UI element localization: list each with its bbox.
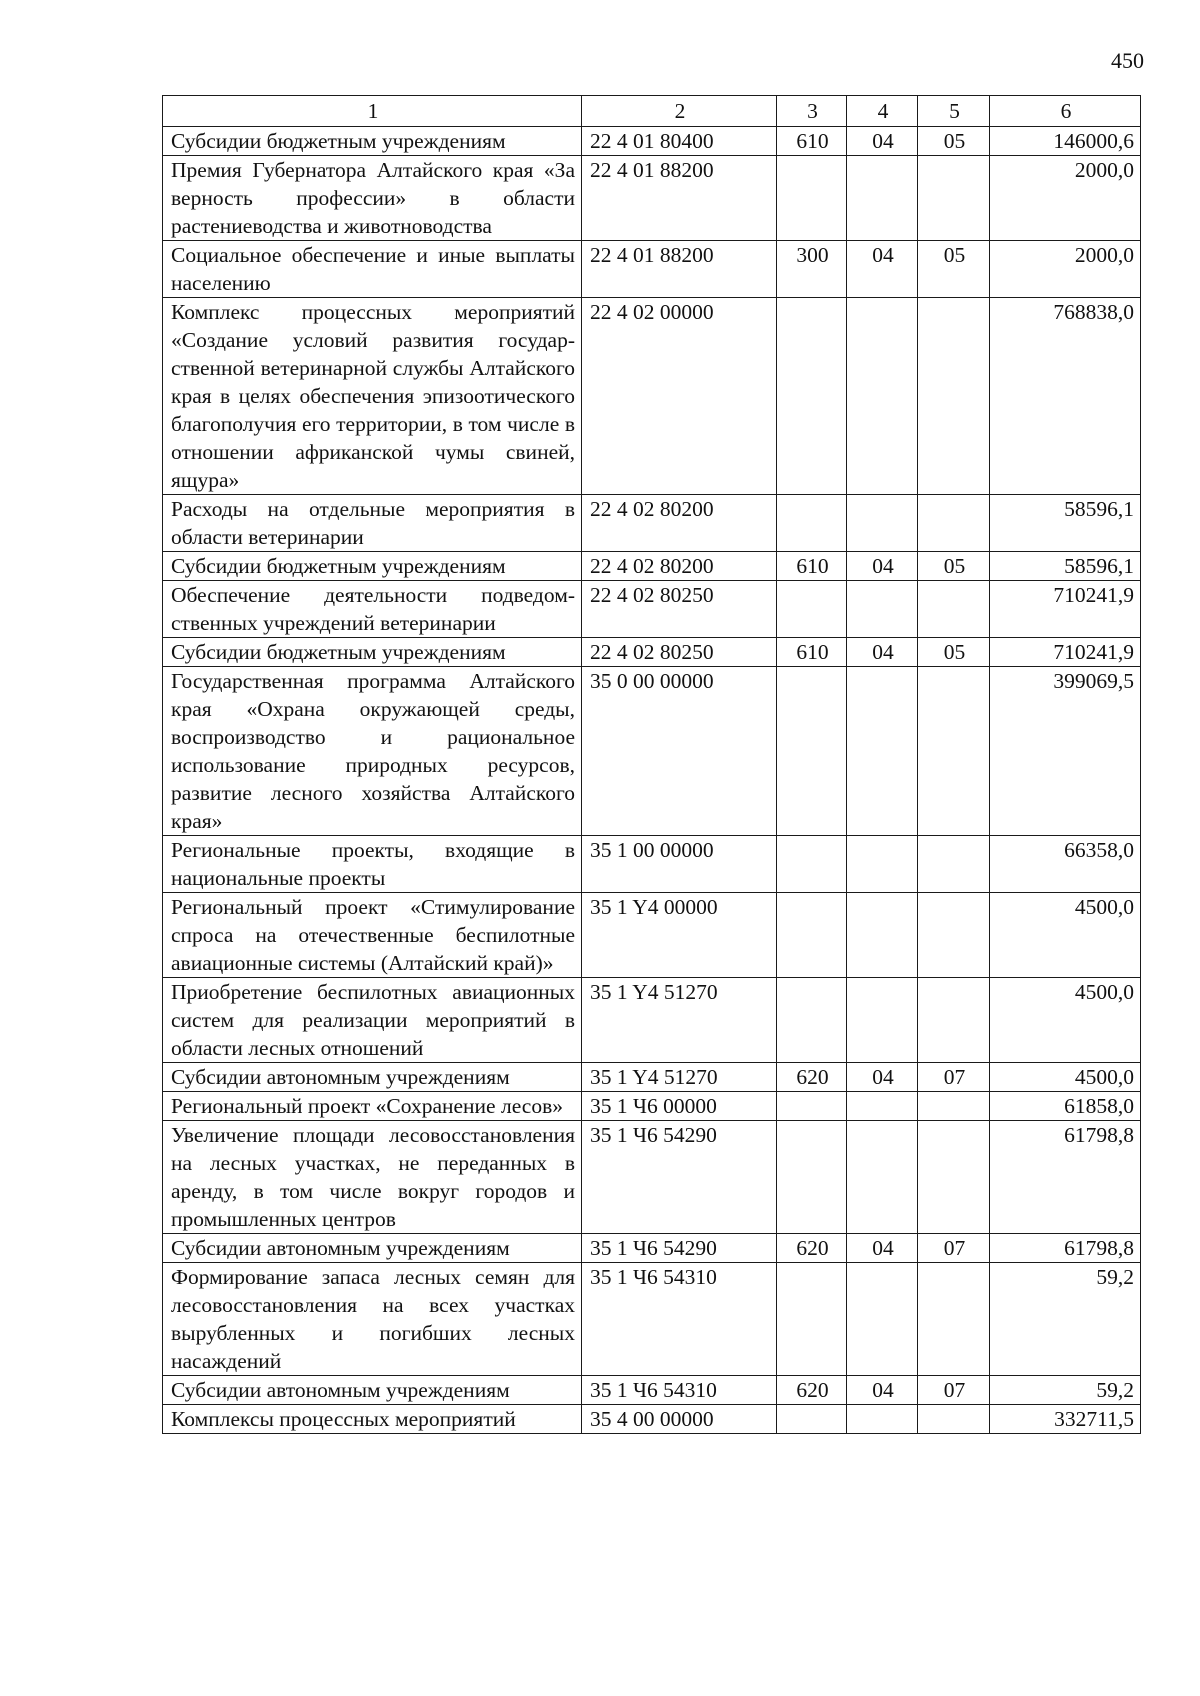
row-expense-type (777, 836, 847, 893)
row-section: 04 (847, 1234, 918, 1263)
row-code: 35 1 Ч6 54290 (582, 1234, 777, 1263)
table-row (163, 1263, 1141, 1376)
table-row (163, 667, 1141, 836)
row-name: Расходы на отдельные мероприятия в области ветеринарии (163, 495, 582, 552)
table-row (163, 638, 1141, 667)
row-name: Приобретение беспилотных авиационных систем для реализации мероприятий в области лесных отношений (163, 978, 582, 1063)
row-code: 35 1 Ч6 54310 (582, 1263, 777, 1376)
row-amount: 2000,0 (990, 241, 1141, 298)
row-code: 22 4 02 80250 (582, 581, 777, 638)
table-row (163, 978, 1141, 1063)
row-code: 35 1 Ч6 00000 (582, 1092, 777, 1121)
row-expense-type: 620 (777, 1376, 847, 1405)
row-section (847, 893, 918, 978)
row-expense-type (777, 1092, 847, 1121)
row-section (847, 1263, 918, 1376)
row-expense-type (777, 1263, 847, 1376)
row-amount: 399069,5 (990, 667, 1141, 836)
row-subsection (918, 1405, 990, 1434)
row-expense-type (777, 156, 847, 241)
row-subsection: 05 (918, 241, 990, 298)
row-section (847, 978, 918, 1063)
row-amount: 59,2 (990, 1376, 1141, 1405)
row-section: 04 (847, 552, 918, 581)
row-amount: 66358,0 (990, 836, 1141, 893)
row-name: Субсидии бюджетным учреждениям (163, 638, 582, 667)
row-subsection (918, 1121, 990, 1234)
table-row (163, 241, 1141, 298)
row-code: 35 4 00 00000 (582, 1405, 777, 1434)
row-code: 35 0 00 00000 (582, 667, 777, 836)
table-row (163, 1376, 1141, 1405)
row-amount: 61798,8 (990, 1121, 1141, 1234)
row-name: Субсидии бюджетным учреждениям (163, 552, 582, 581)
row-name: Увеличение площади лесовосстановления на лесных участках, не переданных в аренду, в том числе вокруг городов и промышленных центров (163, 1121, 582, 1234)
row-subsection (918, 893, 990, 978)
row-section (847, 581, 918, 638)
row-name: Субсидии бюджетным учреждениям (163, 127, 582, 156)
row-expense-type: 610 (777, 552, 847, 581)
table-row (163, 156, 1141, 241)
row-amount: 710241,9 (990, 638, 1141, 667)
row-amount: 146000,6 (990, 127, 1141, 156)
row-name: Региональный проект «Сохранение лесов» (163, 1092, 582, 1121)
row-amount: 332711,5 (990, 1405, 1141, 1434)
row-name: Социальное обеспечение и иные выплаты населению (163, 241, 582, 298)
table-row (163, 1121, 1141, 1234)
row-subsection (918, 836, 990, 893)
table-row (163, 1405, 1141, 1434)
row-name: Премия Губернатора Алтайского края «За верность профессии» в области растениеводства и животноводства (163, 156, 582, 241)
row-expense-type (777, 893, 847, 978)
row-section (847, 667, 918, 836)
row-name: Субсидии автономным учреждениям (163, 1234, 582, 1263)
header-col-6: 6 (990, 96, 1141, 127)
table-row (163, 127, 1141, 156)
table-row (163, 836, 1141, 893)
table-row (163, 1092, 1141, 1121)
budget-table (162, 95, 1141, 1434)
row-expense-type: 610 (777, 127, 847, 156)
row-expense-type: 610 (777, 638, 847, 667)
row-expense-type (777, 1121, 847, 1234)
row-subsection: 05 (918, 638, 990, 667)
row-name: Обеспечение деятельности подведомственных учреждений ветеринарии (163, 581, 582, 638)
row-subsection: 07 (918, 1234, 990, 1263)
row-amount: 58596,1 (990, 495, 1141, 552)
row-subsection: 05 (918, 127, 990, 156)
row-section (847, 298, 918, 495)
row-section: 04 (847, 1376, 918, 1405)
table-row (163, 298, 1141, 495)
row-expense-type (777, 667, 847, 836)
table-row (163, 893, 1141, 978)
table-row (163, 495, 1141, 552)
row-expense-type: 620 (777, 1063, 847, 1092)
row-section (847, 1092, 918, 1121)
row-amount: 58596,1 (990, 552, 1141, 581)
row-subsection (918, 581, 990, 638)
row-subsection (918, 298, 990, 495)
table-row (163, 552, 1141, 581)
row-amount: 61798,8 (990, 1234, 1141, 1263)
row-name: Региональные проекты, входящие в национальные проекты (163, 836, 582, 893)
header-col-2: 2 (582, 96, 777, 127)
row-section (847, 1405, 918, 1434)
row-subsection: 07 (918, 1063, 990, 1092)
row-subsection (918, 1263, 990, 1376)
row-name: Комплекс процессных мероприятий «Создание условий развития государственной ветеринарной службы Алтайского края в целях обеспечения эпизоотического благополучия его территории, в том числе в отношении африканской чумы свиней, ящура» (163, 298, 582, 495)
row-expense-type (777, 978, 847, 1063)
row-code: 35 1 Y4 51270 (582, 978, 777, 1063)
row-code: 22 4 02 80200 (582, 495, 777, 552)
header-col-1: 1 (163, 96, 582, 127)
row-amount: 59,2 (990, 1263, 1141, 1376)
page-number: 450 (1111, 48, 1144, 73)
row-code: 22 4 01 88200 (582, 241, 777, 298)
row-code: 22 4 02 80250 (582, 638, 777, 667)
table-row (163, 1234, 1141, 1263)
row-expense-type: 620 (777, 1234, 847, 1263)
row-expense-type (777, 1405, 847, 1434)
row-section (847, 1121, 918, 1234)
header-col-5: 5 (918, 96, 990, 127)
row-expense-type (777, 495, 847, 552)
row-subsection: 07 (918, 1376, 990, 1405)
row-code: 35 1 Ч6 54290 (582, 1121, 777, 1234)
row-section (847, 836, 918, 893)
table-body (163, 127, 1141, 1434)
row-section (847, 156, 918, 241)
row-amount: 4500,0 (990, 978, 1141, 1063)
row-section: 04 (847, 1063, 918, 1092)
row-code: 35 1 Ч6 54310 (582, 1376, 777, 1405)
row-amount: 4500,0 (990, 1063, 1141, 1092)
row-name: Комплексы процессных мероприятий (163, 1405, 582, 1434)
row-amount: 710241,9 (990, 581, 1141, 638)
row-section: 04 (847, 241, 918, 298)
table-row (163, 581, 1141, 638)
row-section: 04 (847, 127, 918, 156)
row-section (847, 495, 918, 552)
row-name: Субсидии автономным учреждениям (163, 1063, 582, 1092)
row-name: Государственная программа Алтайского края «Охрана окружающей среды, воспроизводство и рациональное использование природных ресурсов, развитие лесного хозяйства Алтайского края» (163, 667, 582, 836)
header-col-3: 3 (777, 96, 847, 127)
row-amount: 2000,0 (990, 156, 1141, 241)
row-amount: 768838,0 (990, 298, 1141, 495)
row-code: 35 1 Y4 51270 (582, 1063, 777, 1092)
row-code: 22 4 02 00000 (582, 298, 777, 495)
row-section: 04 (847, 638, 918, 667)
row-code: 35 1 Y4 00000 (582, 893, 777, 978)
row-amount: 61858,0 (990, 1092, 1141, 1121)
row-expense-type (777, 581, 847, 638)
row-subsection: 05 (918, 552, 990, 581)
row-expense-type: 300 (777, 241, 847, 298)
row-code: 22 4 01 80400 (582, 127, 777, 156)
row-subsection (918, 1092, 990, 1121)
row-code: 35 1 00 00000 (582, 836, 777, 893)
table-row (163, 1063, 1141, 1092)
header-col-4: 4 (847, 96, 918, 127)
row-subsection (918, 667, 990, 836)
row-code: 22 4 01 88200 (582, 156, 777, 241)
row-name: Региональный проект «Стимулирование спроса на отечественные беспилотные авиационные системы (Алтайский край)» (163, 893, 582, 978)
row-subsection (918, 978, 990, 1063)
row-expense-type (777, 298, 847, 495)
row-name: Формирование запаса лесных семян для лесовосстановления на всех участках вырубленных и погибших лесных насаждений (163, 1263, 582, 1376)
row-code: 22 4 02 80200 (582, 552, 777, 581)
row-amount: 4500,0 (990, 893, 1141, 978)
table-header-row (163, 96, 1141, 127)
row-subsection (918, 156, 990, 241)
row-subsection (918, 495, 990, 552)
row-name: Субсидии автономным учреждениям (163, 1376, 582, 1405)
